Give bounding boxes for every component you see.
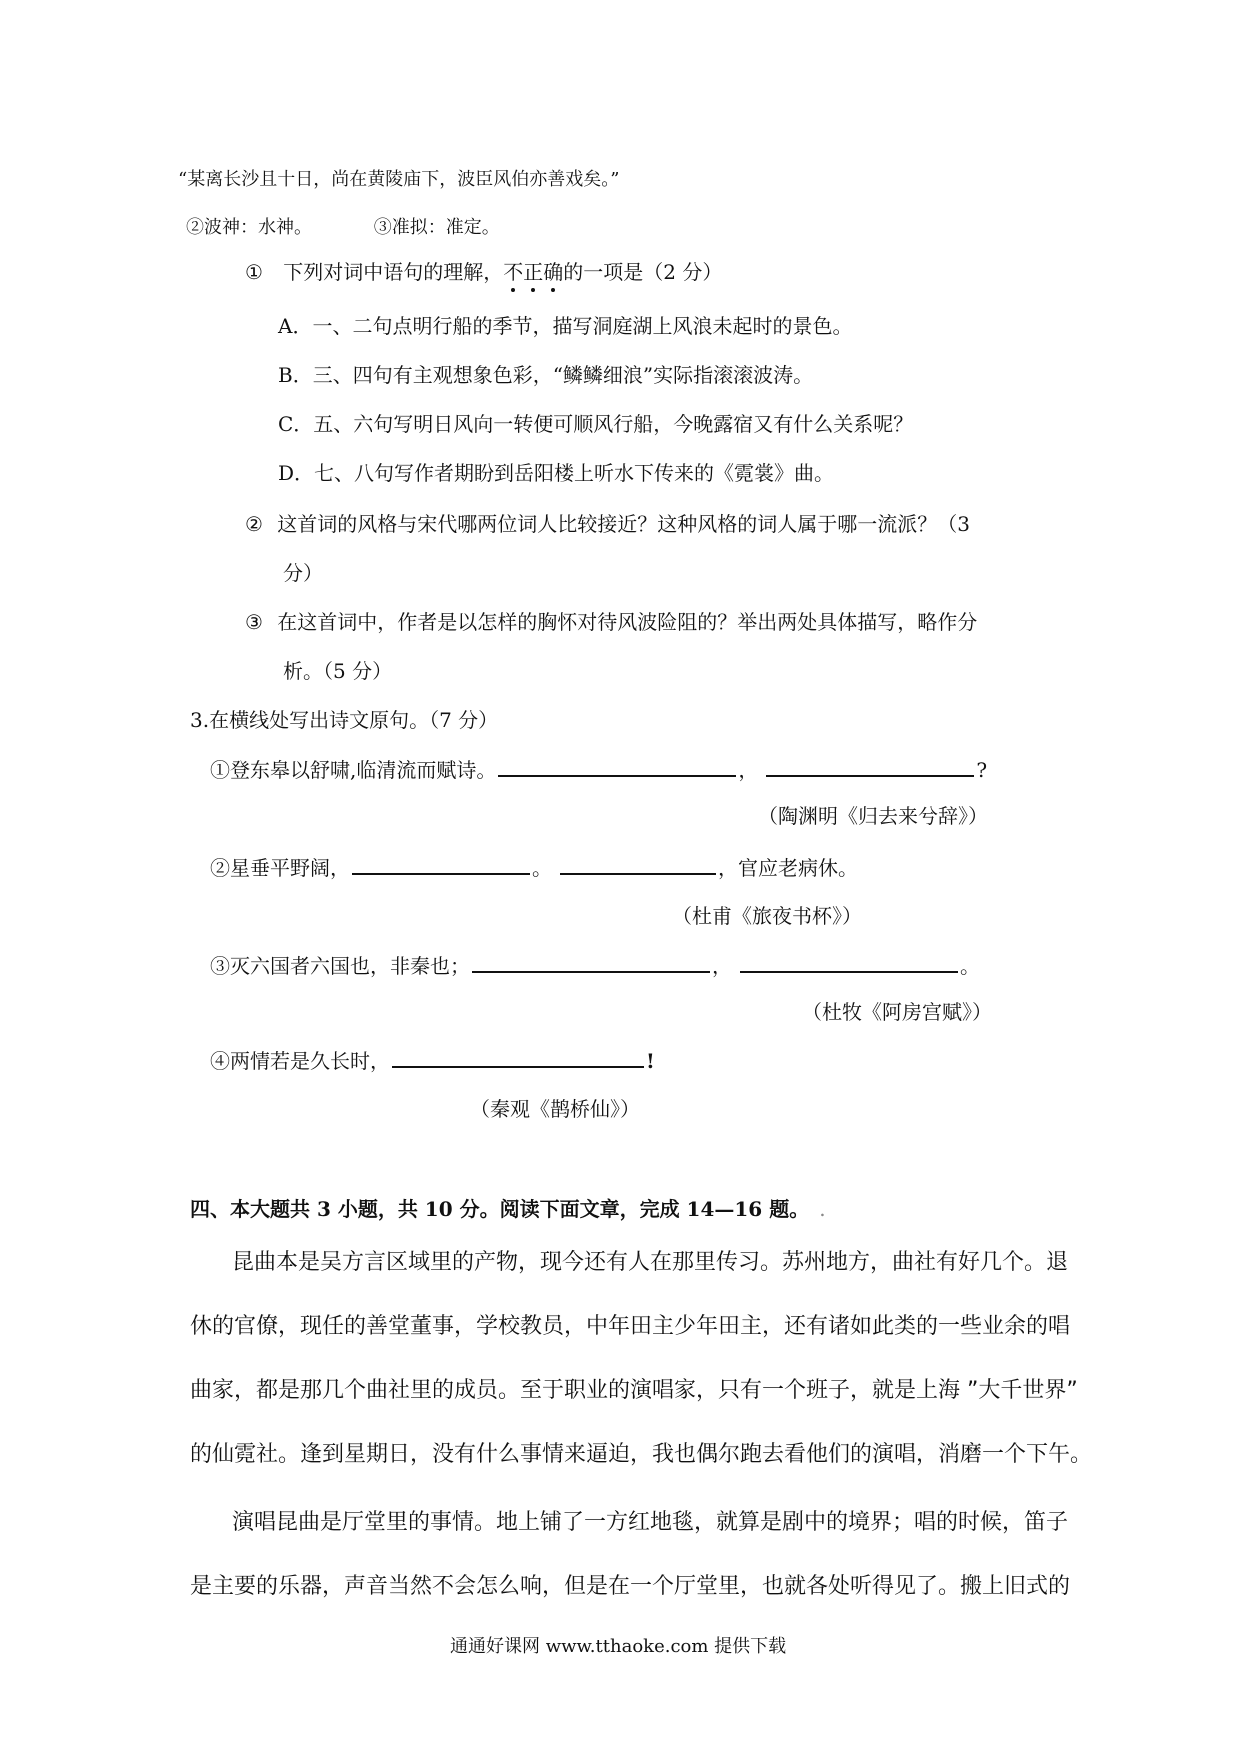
question-1-number: ① [245,260,263,284]
answer-blank[interactable] [392,1044,644,1068]
recite-item-1-source: （陶渊明《归去来兮辞》） [758,804,988,828]
passage-line: 曲家，都是那几个曲社里的成员。至于职业的演唱家，只有一个班子，就是上海 ”大千世界” [190,1378,1078,1403]
emphasis-dot-char: 确 [543,256,563,285]
recite-item-2 [210,851,858,881]
question-2-number: ② [245,512,263,536]
recite-item-4 [210,1044,655,1074]
passage-line: 是主要的乐器，声音当然不会怎么响，但是在一个厅堂里，也就各处听得见了。搬上旧式的 [190,1574,1071,1599]
recite-item-3-text: ③灭六国者六国也，非秦也； [210,954,470,978]
section-4-title [190,1193,826,1222]
option-a: A．一、二句点明行船的季节，描写洞庭湖上风浪未起时的景色。 [278,314,853,338]
recite-item-1-text: ①登东皋以舒啸,临清流而赋诗。 [210,758,497,782]
passage-line: 演唱昆曲是厅堂里的事情。地上铺了一方红地毯，就算是剧中的境界；唱的时候，笛子 [232,1510,1069,1535]
section-4-title-tail: . [819,1197,826,1221]
answer-blank[interactable] [740,949,958,973]
question-3-number: ③ [245,610,263,634]
passage-line: 昆曲本是吴方言区域里的产物，现今还有人在那里传习。苏州地方，曲社有好几个。退 [232,1250,1069,1275]
recite-item-2-source: （杜甫《旅夜书杯》） [672,904,862,928]
option-d: D．七、八句写作者期盼到岳阳楼上听水下传来的《霓裳》曲。 [278,461,835,485]
recite-item-2-text: ②星垂平野阔， [210,856,350,880]
recite-sep: ， [738,758,759,782]
question-2-line2: 分） [283,561,323,585]
page-footer: 通通好课网 www.tthaoke.com 提供下载 [450,1636,787,1657]
option-b: B．三、四句有主观想象色彩，“鳞鳞细浪”实际指滚滚波涛。 [278,363,814,387]
option-c: C．五、六句写明日风向一转便可顺风行船，今晚露宿又有什么关系呢？ [278,412,914,436]
section-3-title: 3.在横线处写出诗文原句。（7 分） [190,708,499,732]
section-4-title-text: 四、本大题共 3 小题，共 10 分。阅读下面文章，完成 14—16 题。 [190,1197,810,1221]
recite-item-4-source: （秦观《鹊桥仙》） [470,1097,640,1121]
footnote-zhunni: ③准拟：准定。 [373,217,500,238]
answer-blank[interactable] [766,753,974,777]
annotation-quote: “某离长沙且十日，尚在黄陵庙下，波臣风伯亦善戏矣。” [178,169,620,190]
answer-blank[interactable] [498,753,736,777]
answer-blank[interactable] [352,851,530,875]
question-1-stem-post: 的一项是（2 分） [563,260,723,284]
question-2-line1: 这首词的风格与宋代哪两位词人比较接近？这种风格的词人属于哪一流派？（3 [277,512,971,536]
answer-blank[interactable] [560,851,716,875]
recite-end: ? [976,758,988,782]
question-3-line1: 在这首词中，作者是以怎样的胸怀对待风波险阻的？举出两处具体描写，略作分 [277,610,978,634]
passage-line: 的仙霓社。逢到星期日，没有什么事情来逼迫，我也偶尔跑去看他们的演唱，消磨一个下午。 [190,1442,1093,1467]
question-3-line2: 析。（5 分） [283,659,393,683]
emphasis-dot-char: 不 [503,256,523,285]
recite-item-3 [210,949,980,979]
question-2 [245,508,970,537]
question-1-stem-pre: 下列对词中语句的理解， [283,260,504,284]
recite-item-1 [210,753,987,783]
recite-item-3-source: （杜牧《阿房宫赋》） [802,1000,992,1024]
question-3 [245,606,977,635]
answer-blank[interactable] [472,949,710,973]
question-1 [245,256,722,285]
recite-end: ! [646,1049,655,1073]
footnote-row [186,213,500,239]
footnote-bochen: ②波神：水神。 [186,217,312,238]
passage-line: 休的官僚，现任的善堂董事，学校教员，中年田主少年田主，还有诸如此类的一些业余的唱 [190,1314,1071,1339]
emphasis-dot-char: 正 [523,256,543,285]
recite-sep: 。 [532,856,552,880]
recite-item-4-text: ④两情若是久长时， [210,1049,390,1073]
recite-sep: ， [712,954,732,978]
recite-end: ，官应老病休。 [718,856,858,880]
recite-end: 。 [960,954,980,978]
